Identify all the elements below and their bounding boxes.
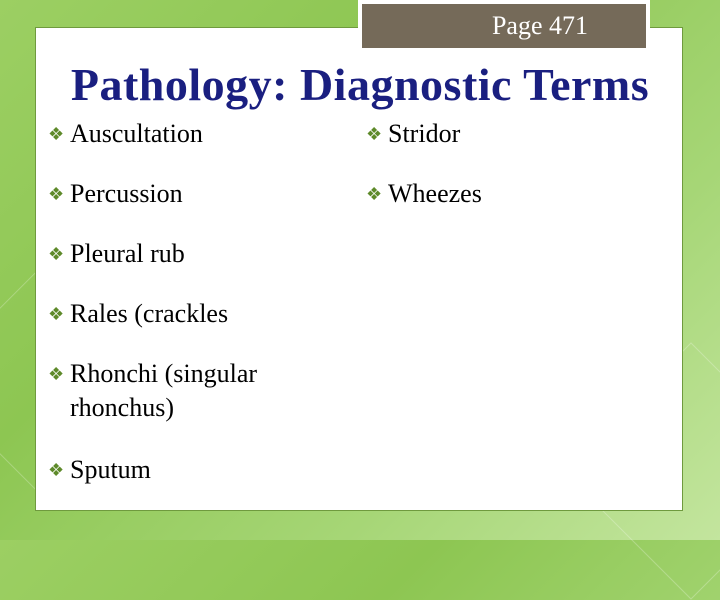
bullet-text: Sputum [70,455,151,484]
diamond-bullet-icon: ❖ [48,460,65,480]
diamond-bullet-icon: ❖ [366,184,383,204]
diamond-bullet-icon: ❖ [366,124,383,144]
bullet-item [366,177,482,211]
bullet-text: Rales (crackles [70,299,229,328]
page-number-label: Page 471 [362,4,646,48]
diamond-bullet-icon: ❖ [48,364,65,384]
bullet-text: Percussion [70,179,183,208]
bullet-item [48,453,151,487]
diamond-bullet-icon: ❖ [48,184,65,204]
diamond-bullet-icon: ❖ [48,244,65,264]
bullet-text: Rhonchi (singular rhonchus) [70,359,264,422]
bullet-text: Auscultation [70,119,203,148]
bullet-text: Stridor [388,119,461,148]
diamond-bullet-icon: ❖ [48,304,65,324]
bullet-item [48,357,308,425]
page-number-tab [358,0,650,52]
diamond-bullet-icon: ❖ [48,124,65,144]
bullet-text: Wheezes [388,179,482,208]
bullet-item [366,117,460,151]
bullet-text: Pleural rub [70,239,185,268]
bullet-item [48,117,203,151]
slide-title: Pathology: Diagnostic Terms [70,59,650,110]
bullet-item [48,237,185,271]
bullet-item [48,177,183,211]
bullet-item [48,297,228,331]
